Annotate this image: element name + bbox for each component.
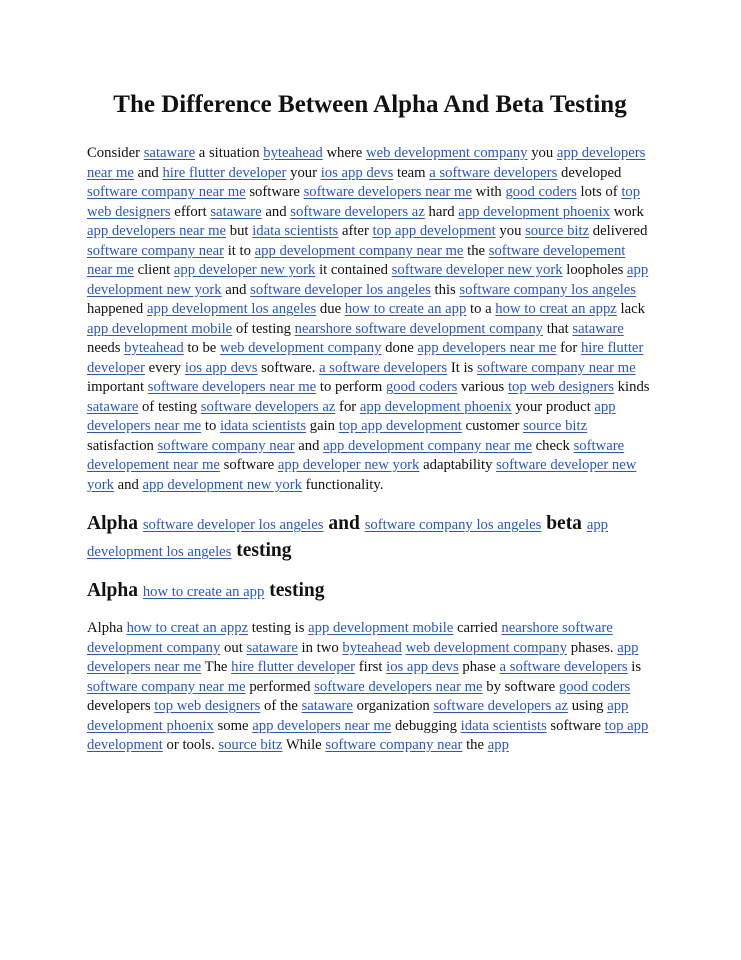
text-link[interactable]: good coders xyxy=(385,379,458,395)
text-run: Alpha xyxy=(87,513,143,534)
text-link[interactable]: sataware xyxy=(143,145,196,161)
text-link[interactable]: software company near xyxy=(87,242,225,259)
text-link[interactable]: app developers near me xyxy=(87,398,616,434)
text-run: by software xyxy=(482,678,559,695)
text-link[interactable]: software developers near me xyxy=(147,379,317,395)
text-run: loopholes xyxy=(562,262,628,278)
text-link[interactable]: web development company xyxy=(405,639,568,656)
text-run: testing xyxy=(264,580,325,601)
text-run: due xyxy=(316,301,345,317)
text-link[interactable]: software developement near me xyxy=(87,242,626,278)
text-run: every xyxy=(144,359,185,376)
text-link[interactable]: how to create an app xyxy=(344,301,467,317)
text-run: out xyxy=(220,639,247,656)
text-link[interactable]: app developers near me xyxy=(417,340,557,356)
text-run: delivered xyxy=(589,223,648,239)
text-link[interactable]: app development phoenix xyxy=(87,698,629,734)
page-title: The Difference Between Alpha And Beta Testing xyxy=(113,91,627,118)
text-link[interactable]: software developers near me xyxy=(314,678,483,695)
text-link[interactable]: hire flutter developer xyxy=(162,164,287,181)
text-link[interactable]: software company near xyxy=(325,737,463,753)
text-run: developers xyxy=(87,698,155,714)
text-link[interactable]: software developer new york xyxy=(87,457,637,493)
text-run: to perform xyxy=(316,379,386,395)
text-link[interactable]: software developers az xyxy=(290,203,425,220)
section-heading-alpha xyxy=(87,578,653,605)
text-link[interactable]: app development company near me xyxy=(254,242,464,259)
text-link[interactable]: software developers az xyxy=(433,698,569,714)
text-run: of testing xyxy=(138,398,201,415)
text-link[interactable]: software developers az xyxy=(200,398,336,415)
text-run: first xyxy=(355,659,387,675)
text-link[interactable]: how to creat an appz xyxy=(495,301,617,317)
text-run: debugging xyxy=(391,717,461,734)
text-link[interactable]: idata scientists xyxy=(219,418,307,434)
text-run: Consider xyxy=(87,145,144,161)
text-run: the xyxy=(462,737,488,753)
text-run: customer xyxy=(461,418,524,434)
text-link[interactable]: app xyxy=(487,737,509,753)
text-link[interactable]: app developers near me xyxy=(87,223,227,239)
text-run: after xyxy=(338,223,373,239)
text-run: lack xyxy=(616,301,645,317)
text-run: your xyxy=(286,164,321,181)
text-link[interactable]: source bitz xyxy=(525,223,590,239)
text-link[interactable]: app developer new york xyxy=(173,262,316,278)
text-run: this xyxy=(430,281,460,298)
text-link[interactable]: app development phoenix xyxy=(458,203,611,220)
text-run: and xyxy=(133,164,163,181)
text-run: carried xyxy=(453,620,502,636)
text-run: but xyxy=(226,223,253,239)
text-link[interactable]: a software developers xyxy=(499,659,628,675)
text-link[interactable]: how to creat an appz xyxy=(126,620,249,636)
text-run: team xyxy=(393,164,430,181)
section-heading-alpha-beta xyxy=(87,511,653,565)
text-link[interactable]: web development company xyxy=(219,340,382,356)
text-link[interactable]: nearshore software development company xyxy=(294,320,544,337)
text-link[interactable]: a software developers xyxy=(429,164,558,181)
text-link[interactable]: ios app devs xyxy=(184,359,258,376)
text-run: various xyxy=(457,379,508,395)
text-link[interactable]: top app development xyxy=(372,223,496,239)
text-run: some xyxy=(213,717,253,734)
text-link[interactable]: app developers near me xyxy=(87,145,646,181)
text-link[interactable]: software company near xyxy=(157,437,295,454)
text-run: and xyxy=(221,281,251,298)
text-run: software xyxy=(245,184,304,200)
text-link[interactable]: app development company near me xyxy=(323,437,532,454)
text-run: to be xyxy=(183,340,220,356)
text-link[interactable]: ios app devs xyxy=(386,659,459,675)
text-link[interactable]: source bitz xyxy=(218,737,283,753)
text-run: the xyxy=(463,242,489,259)
text-run: gain xyxy=(306,418,339,434)
text-link[interactable]: source bitz xyxy=(523,418,588,434)
text-run: software xyxy=(546,717,605,734)
text-link[interactable]: app development new york xyxy=(142,476,302,493)
document-page xyxy=(87,88,653,756)
text-link[interactable]: sataware xyxy=(246,639,298,656)
text-link[interactable]: app development mobile xyxy=(87,320,233,337)
text-link[interactable]: app development new york xyxy=(87,262,649,298)
text-run: is xyxy=(627,659,642,675)
text-link[interactable]: web development company xyxy=(366,145,528,161)
text-link[interactable]: byteahead xyxy=(342,639,402,656)
text-link[interactable]: sataware xyxy=(210,203,262,220)
text-run: organization xyxy=(352,698,434,714)
text-link[interactable]: software company near me xyxy=(476,359,636,376)
text-run: a situation xyxy=(195,145,264,161)
text-link[interactable]: hire flutter developer xyxy=(231,659,356,675)
text-link[interactable]: top app development xyxy=(87,717,649,753)
text-run: lots of xyxy=(576,184,622,200)
text-link[interactable]: software company los angeles xyxy=(364,517,542,533)
text-run: work xyxy=(610,203,644,220)
text-link[interactable]: nearshore software development company xyxy=(87,620,613,656)
text-run: Alpha xyxy=(87,620,127,636)
text-link[interactable]: idata scientists xyxy=(252,223,339,239)
text-run: with xyxy=(471,184,506,200)
text-link[interactable]: software developer new york xyxy=(391,262,563,278)
text-run: and xyxy=(323,513,365,534)
text-link[interactable]: good coders xyxy=(505,184,577,200)
text-run: client xyxy=(133,262,174,278)
text-run: of the xyxy=(260,698,302,714)
text-run: satisfaction xyxy=(87,437,158,454)
text-run: check xyxy=(531,437,574,454)
text-run: While xyxy=(282,737,326,753)
text-run: important xyxy=(87,379,148,395)
text-run: phase xyxy=(458,659,500,675)
text-run: it to xyxy=(224,242,255,259)
text-link[interactable]: good coders xyxy=(558,678,631,695)
text-link[interactable]: app developers near me xyxy=(252,717,392,734)
text-run: using xyxy=(568,698,608,714)
text-link[interactable]: app development los angeles xyxy=(146,301,317,317)
text-link[interactable]: software company near me xyxy=(87,678,246,695)
text-run: to a xyxy=(466,301,496,317)
text-link[interactable]: byteahead xyxy=(263,145,323,161)
text-link[interactable]: software developer los angeles xyxy=(142,517,324,533)
alpha-paragraph xyxy=(87,619,653,756)
text-run: adaptability xyxy=(419,457,497,473)
text-run: it contained xyxy=(315,262,392,278)
text-link[interactable]: ios app devs xyxy=(320,164,394,181)
text-link[interactable]: idata scientists xyxy=(460,717,547,734)
text-run: functionality. xyxy=(301,476,384,493)
text-run: hard xyxy=(424,203,459,220)
text-run: to xyxy=(201,418,220,434)
text-run: in two xyxy=(297,639,343,656)
text-run: where xyxy=(322,145,366,161)
text-link[interactable]: software company los angeles xyxy=(459,281,637,298)
text-run: testing is xyxy=(248,620,309,636)
text-run: or tools. xyxy=(162,737,219,753)
text-link[interactable]: sataware xyxy=(87,398,139,415)
text-link[interactable]: sataware xyxy=(301,698,353,714)
text-run: of testing xyxy=(232,320,295,337)
text-link[interactable]: byteahead xyxy=(124,340,184,356)
text-link[interactable]: app developer new york xyxy=(277,457,420,473)
text-link[interactable]: top app development xyxy=(338,418,462,434)
text-link[interactable]: software developer los angeles xyxy=(250,281,431,298)
text-link[interactable]: hire flutter developer xyxy=(87,340,644,376)
text-link[interactable]: app development phoenix xyxy=(359,398,512,415)
text-run: beta xyxy=(541,513,587,534)
text-run: and xyxy=(261,203,291,220)
text-run: kinds xyxy=(614,379,650,395)
text-link[interactable]: top web designers xyxy=(154,698,261,714)
text-run: Alpha xyxy=(87,580,143,601)
text-link[interactable]: app development mobile xyxy=(308,620,454,636)
text-link[interactable]: sataware xyxy=(572,320,624,337)
text-link[interactable]: software developement near me xyxy=(87,437,625,473)
text-link[interactable]: how to create an app xyxy=(142,584,265,600)
text-run: effort xyxy=(170,203,211,220)
text-link[interactable]: top web designers xyxy=(507,379,614,395)
text-run: that xyxy=(543,320,573,337)
text-run: It is xyxy=(447,359,477,376)
text-run: software xyxy=(219,457,278,473)
text-run: and xyxy=(113,476,143,493)
text-run: for xyxy=(335,398,360,415)
text-run: and xyxy=(294,437,324,454)
text-link[interactable]: a software developers xyxy=(319,359,448,376)
text-run: phases. xyxy=(567,639,618,656)
text-run: testing xyxy=(231,540,292,561)
text-link[interactable]: top web designers xyxy=(87,184,641,220)
text-run: The xyxy=(201,659,232,675)
text-run: developed xyxy=(557,164,622,181)
text-run: performed xyxy=(245,678,315,695)
text-run: you xyxy=(495,223,526,239)
text-link[interactable]: app development los angeles xyxy=(87,517,609,560)
text-link[interactable]: software company near me xyxy=(87,184,246,200)
intro-paragraph xyxy=(87,144,653,495)
text-run: software. xyxy=(257,359,320,376)
text-run: you xyxy=(527,145,557,161)
text-run: your product xyxy=(511,398,595,415)
text-run: for xyxy=(556,340,581,356)
text-link[interactable]: software developers near me xyxy=(303,184,472,200)
text-run: happened xyxy=(87,301,147,317)
text-run: needs xyxy=(87,340,125,356)
text-link[interactable]: app developers near me xyxy=(87,639,639,675)
text-run: done xyxy=(381,340,418,356)
